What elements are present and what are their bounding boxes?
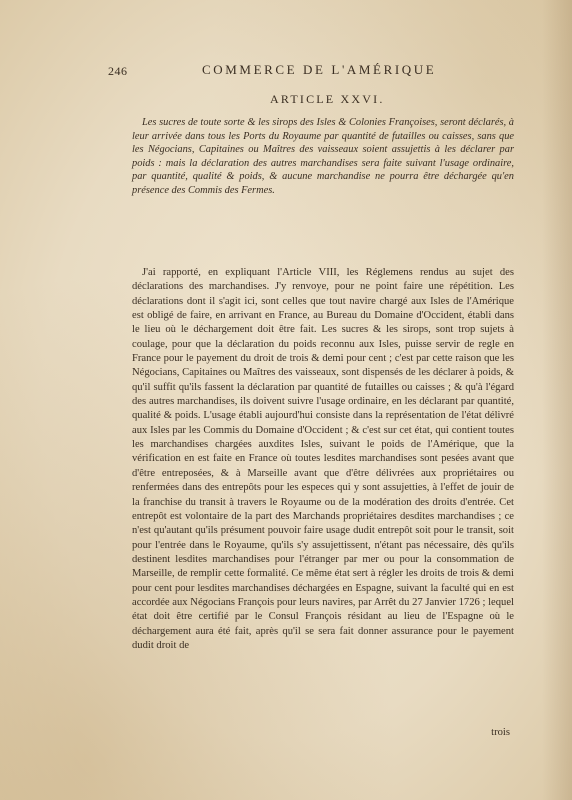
- page-number: 246: [108, 64, 128, 78]
- article-text: [132, 116, 514, 198]
- running-head: [108, 62, 508, 80]
- running-title: COMMERCE DE L'AMÉRIQUE: [202, 62, 437, 77]
- article-heading: ARTICLE XXVI.: [270, 92, 385, 106]
- commentary-text-body: J'ai rapporté, en expliquant l'Article VIII, les Réglemens rendus au sujet des déclarations des marchandises. J'y renvoye, pour ne point faire une répétition. Les déclarations dont il s'agit ici, sont celles que tout navire chargé aux Isles de l'Amérique est obligé de faire, en arrivant en France, au Bureau du Domaine d'Occident, établi dans le lieu où le déchargement doit être fait. Les sucres & les sirops, sont trop sujets à coulage, pour que la déclaration du poids reconnu aux Isles, puisse servir de regle en France pour le payement du droit de trois & demi pour cent ; c'est par cette raison que les Négocians, Capitaines ou Maîtres des vaisseaux, sont dispensés de les déclarer à poids, & qu'il suffit qu'ils fassent la déclaration par quantité de futailles ou caisses ; & qu'à l'égard des autres marchandises, ils doivent suivre l'usage ordinaire, en les déclarant par quantité, qualité & poids. L'usage établi aujourd'hui consiste dans la représentation de l'état délivré aux Isles par les Commis du Domaine d'Occident ; & c'est sur cet état, qui contient toutes les marchandises chargées auxdites Isles, suivant le poids de l'Amérique, que la vérification en est faite en France où toutes lesdites marchandises sont pesées avant que d'être entreposées, & à Marseille avant que d'être délivrées aux propriétaires ou renfermées dans des entrepôts pour les especes qui y sont assujetties, à l'effet de jouir de la franchise du transit à travers le Royaume ou de la modération des droits d'entrée. Cet entrepôt est volontaire de la part des Marchands propriétaires desdites marchandises ; ce n'est qu'autant qu'ils présument pouvoir faire usage dudit entrepôt soit pour le transit, soit pour l'entrée dans le Royaume, qu'ils s'y assujettissent, n'étant pas nécessaire, dès qu'ils destinent lesdites marchandises pour l'étranger par mer ou pour la consommation de Marseille, de remplir cette formalité. Ce même état sert à régler les droits de trois & demi pour cent pour lesdites marchandises déchargées en Espagne, suivant la faculté qui en est accordée aux Négocians François pour leurs navires, par Arrêt du 27 Janvier 1726 ; lequel état doit être certifié par le Consul François résidant au lieu de l'Espagne où le déchargement aura été fait, après qu'il se sera fait donner assurance pour le payement dudit droit de: [132, 267, 514, 651]
- commentary-paragraph: [132, 266, 514, 653]
- catchword: trois: [491, 727, 510, 738]
- article-text-body: Les sucres de toute sorte & les sirops des Isles & Colonies Françoises, seront déclarés, à leur arrivée dans tous les Ports du Royaume par quantité de futailles ou caisses, sans que les Négocians, Capitaines ou Maîtres des vaisseaux soient assujettis à les déclarer par poids : mais la déclaration des autres marchandises sera faite suivant l'usage ordinaire, par quantité, qualité & poids, & aucune marchandise ne pourra être déchargée qu'en présence des Commis des Fermes.: [132, 117, 514, 196]
